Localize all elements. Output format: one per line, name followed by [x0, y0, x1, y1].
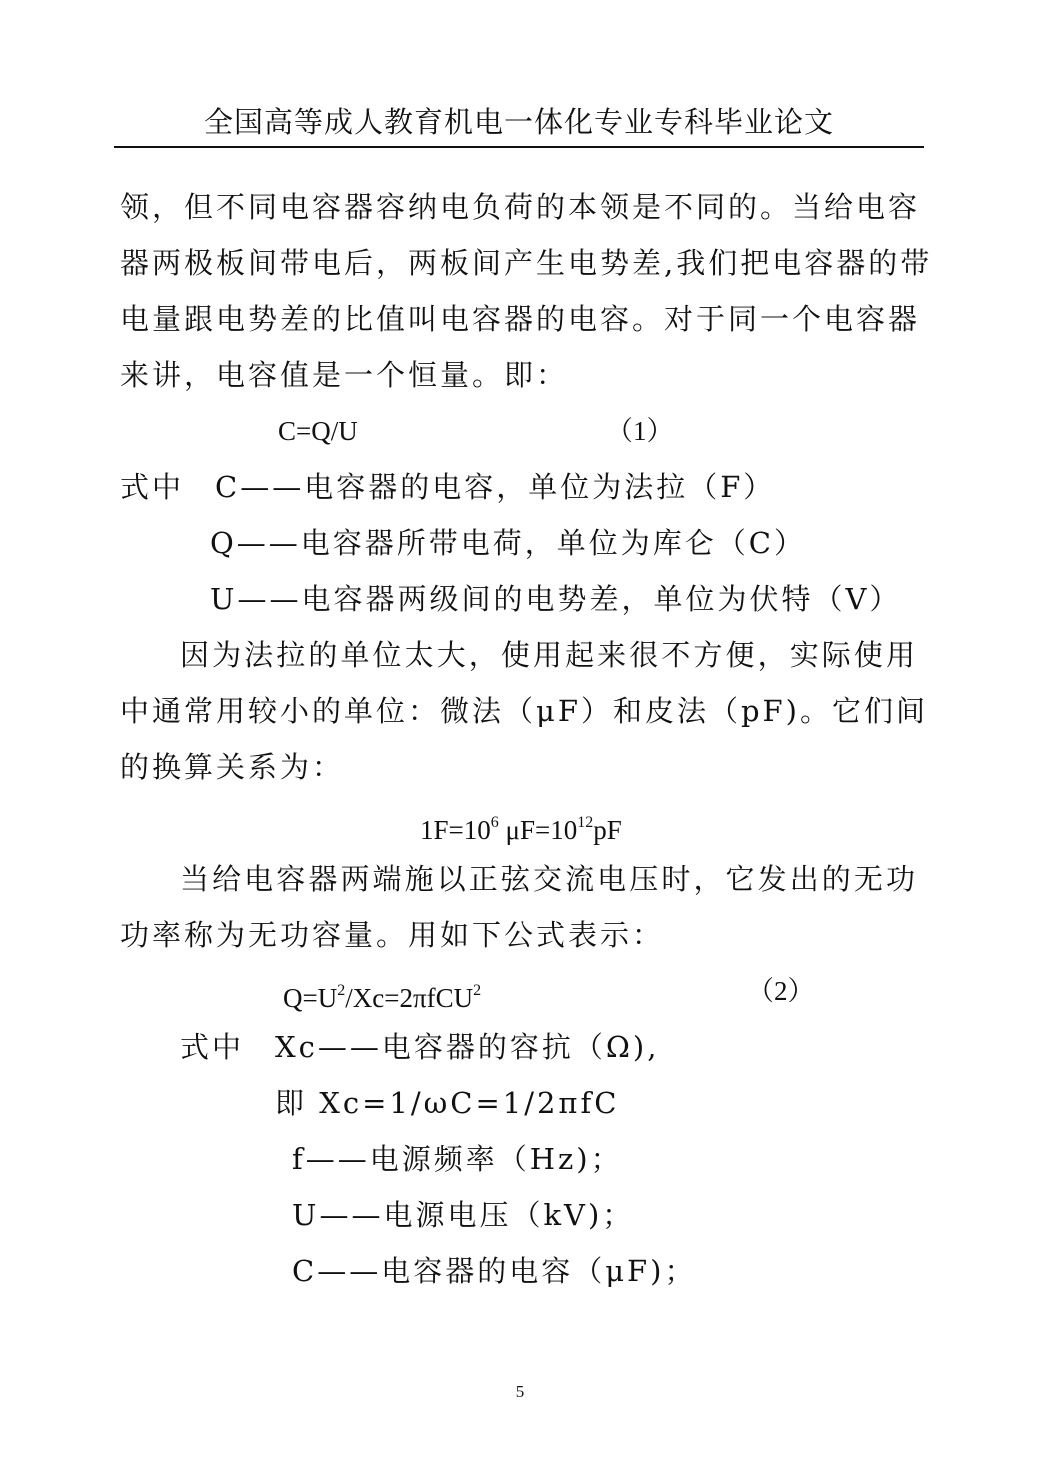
paragraph-line: 电量跟电势差的比值叫电容器的电容。对于同一个电容器 — [120, 302, 921, 336]
formula-part: /Xc=2πfCU — [345, 983, 474, 1013]
definition-item: U——电容器两级间的电势差，单位为伏特（V） — [210, 582, 902, 616]
header-divider — [114, 146, 924, 148]
conversion-exponent: 12 — [577, 814, 594, 831]
paragraph-line: 的换算关系为： — [120, 750, 345, 784]
formula-exponent: 2 — [473, 982, 482, 999]
paragraph-line: 功率称为无功容量。用如下公式表示： — [120, 918, 665, 952]
formula-exponent: 2 — [337, 982, 346, 999]
equation-number: （2） — [747, 976, 815, 1006]
definition-item: U——电源电压（kV)； — [292, 1198, 635, 1232]
conversion-exponent: 6 — [490, 814, 499, 831]
paragraph-line: 器两极板间带电后，两板间产生电势差,我们把电容器的带 — [120, 246, 933, 280]
definition-item: C——电容器的电容（μF)； — [292, 1254, 697, 1288]
page-number: 5 — [515, 1382, 525, 1401]
definition-item: 即 Xc=1/ωC=1/2πfC — [275, 1086, 620, 1120]
paragraph-line: 领，但不同电容器容纳电负荷的本领是不同的。当给电容 — [120, 190, 921, 224]
definition-item: C——电容器的电容，单位为法拉（F） — [215, 470, 776, 504]
definition-item: Xc——电容器的容抗（Ω), — [275, 1030, 660, 1064]
definition-item: Q——电容器所带电荷，单位为库仑（C） — [210, 526, 806, 560]
definition-item: f——电源频率（Hz)； — [292, 1142, 623, 1176]
page-header-title: 全国高等成人教育机电一体化专业专科毕业论文 — [203, 105, 834, 139]
conversion-part: 1F=10 — [420, 815, 491, 845]
definition-lead: 式中 — [180, 1030, 245, 1064]
conversion-part: pF — [593, 815, 622, 845]
formula-unit-conversion — [420, 803, 622, 843]
paragraph-line: 当给电容器两端施以正弦交流电压时，它发出的无功 — [180, 862, 918, 896]
conversion-part: μF=10 — [505, 815, 578, 845]
formula-reactive-capacity — [283, 971, 481, 1011]
formula-part: Q=U — [283, 983, 338, 1013]
paragraph-line: 中通常用较小的单位：微法（μF）和皮法（pF)。它们间 — [120, 694, 928, 728]
paragraph-line: 因为法拉的单位太大，使用起来很不方便，实际使用 — [180, 638, 918, 672]
definition-lead: 式中 — [120, 470, 185, 504]
equation-number: （1） — [606, 416, 674, 446]
paragraph-line: 来讲，电容值是一个恒量。即： — [120, 358, 569, 392]
formula-capacitance: C=Q/U — [278, 416, 358, 446]
